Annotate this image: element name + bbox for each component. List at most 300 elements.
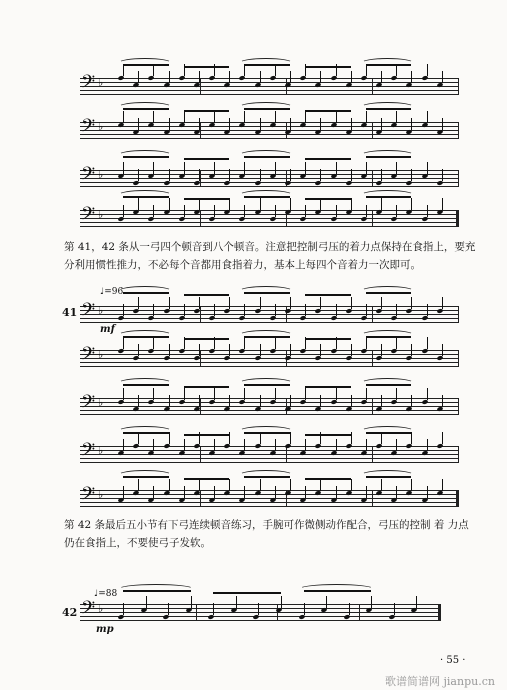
note-stem xyxy=(305,388,306,400)
staff-line xyxy=(80,608,440,609)
note-stem xyxy=(427,337,428,349)
final-barline xyxy=(456,490,459,507)
slur xyxy=(118,378,172,388)
note-stem xyxy=(260,118,261,130)
note-stem xyxy=(305,486,306,498)
note-stem xyxy=(304,603,305,615)
beam xyxy=(184,386,230,388)
staff-line xyxy=(80,170,458,171)
note-stem xyxy=(138,118,139,130)
note-stem xyxy=(305,205,306,217)
slur xyxy=(118,58,172,68)
note-stem xyxy=(199,118,200,130)
key-signature-flat: ♭ xyxy=(98,168,104,181)
bass-clef: 𝄢 xyxy=(81,484,96,509)
note-stem xyxy=(244,162,245,174)
note-stem xyxy=(442,395,443,407)
note-stem xyxy=(275,162,276,174)
note-stem xyxy=(366,111,367,123)
slur xyxy=(239,150,293,160)
staff-line xyxy=(80,414,458,415)
note-stem xyxy=(275,304,276,316)
note-stem xyxy=(351,297,352,309)
note-stem xyxy=(213,603,214,615)
beam xyxy=(305,386,351,388)
note-stem xyxy=(153,439,154,451)
note-stem xyxy=(366,439,367,451)
note-stem xyxy=(199,395,200,407)
note-stem xyxy=(427,486,428,498)
note-stem xyxy=(199,71,200,83)
staff-line xyxy=(80,366,458,367)
key-signature-flat: ♭ xyxy=(98,76,104,89)
note-stem xyxy=(169,198,170,210)
note-stem xyxy=(199,344,200,356)
barline xyxy=(458,170,459,187)
note-stem xyxy=(411,479,412,491)
note-stem xyxy=(411,344,412,356)
note-stem xyxy=(394,603,395,615)
note-stem xyxy=(427,162,428,174)
note-stem xyxy=(371,596,372,608)
note-stem xyxy=(366,486,367,498)
note-stem xyxy=(442,198,443,210)
note-stem xyxy=(169,71,170,83)
note-stem xyxy=(138,344,139,356)
note-stem xyxy=(290,198,291,210)
bass-clef: 𝄢 xyxy=(81,392,96,417)
key-signature-flat: ♭ xyxy=(98,348,104,361)
note-stem xyxy=(442,297,443,309)
note-stem xyxy=(290,297,291,309)
note-stem xyxy=(153,304,154,316)
note-stem xyxy=(123,603,124,615)
note-stem xyxy=(229,432,230,444)
note-stem xyxy=(199,169,200,181)
key-signature-flat: ♭ xyxy=(98,602,104,615)
bass-clef: 𝄢 xyxy=(81,598,96,623)
note-stem xyxy=(442,479,443,491)
note-stem xyxy=(320,71,321,83)
beam xyxy=(184,110,230,112)
note-stem xyxy=(123,486,124,498)
barline xyxy=(372,170,373,187)
barline xyxy=(200,170,201,187)
note-stem xyxy=(244,337,245,349)
note-stem xyxy=(411,432,412,444)
note-stem xyxy=(153,162,154,174)
note-stem xyxy=(381,297,382,309)
barline xyxy=(458,350,459,367)
slur xyxy=(361,150,415,160)
note-stem xyxy=(396,111,397,123)
note-stem xyxy=(351,395,352,407)
slur xyxy=(299,584,375,594)
note-stem xyxy=(138,479,139,491)
note-stem xyxy=(396,486,397,498)
note-stem xyxy=(214,486,215,498)
note-stem xyxy=(275,111,276,123)
note-stem xyxy=(396,205,397,217)
note-stem xyxy=(214,304,215,316)
barline xyxy=(200,398,201,415)
note-stem xyxy=(260,169,261,181)
note-stem xyxy=(320,297,321,309)
final-barline xyxy=(456,210,459,227)
barline xyxy=(372,490,373,507)
note-stem xyxy=(146,596,147,608)
note-stem xyxy=(244,111,245,123)
note-stem xyxy=(366,388,367,400)
note-stem xyxy=(396,162,397,174)
note-stem xyxy=(168,603,169,615)
note-stem xyxy=(336,162,337,174)
note-stem xyxy=(411,297,412,309)
instruction-text-42-line1: 第 42 条最后五小节有下弓连续顿音练习，手腕可作微侧动作配合，弓压的控制 着 力点 xyxy=(64,519,469,531)
barline xyxy=(458,306,459,323)
slur xyxy=(118,102,172,112)
note-stem xyxy=(290,432,291,444)
beam xyxy=(305,294,351,296)
note-stem xyxy=(244,205,245,217)
staff-line xyxy=(80,458,458,459)
beam xyxy=(305,434,351,436)
note-stem xyxy=(349,603,350,615)
barline xyxy=(372,78,373,95)
bass-clef: 𝄢 xyxy=(81,344,96,369)
note-stem xyxy=(214,111,215,123)
staff-line xyxy=(80,322,458,323)
note-stem xyxy=(351,198,352,210)
note-stem xyxy=(366,304,367,316)
note-stem xyxy=(305,439,306,451)
staff-line xyxy=(80,306,458,307)
barline xyxy=(372,306,373,323)
note-stem xyxy=(416,596,417,608)
note-stem xyxy=(260,297,261,309)
staff-line xyxy=(80,604,440,605)
final-barline xyxy=(438,604,441,621)
beam xyxy=(184,198,230,200)
note-stem xyxy=(366,205,367,217)
barline xyxy=(286,446,287,463)
note-stem xyxy=(411,198,412,210)
note-stem xyxy=(214,439,215,451)
watermark: 歌谱简谱网 jianpu.cn xyxy=(385,675,495,688)
staff-line xyxy=(80,620,440,621)
key-signature-flat: ♭ xyxy=(98,444,104,457)
staff-line xyxy=(80,362,458,363)
page-number: · 55 · xyxy=(440,655,466,666)
staff-line xyxy=(80,612,440,613)
barline xyxy=(200,78,201,95)
staff-line xyxy=(80,222,458,223)
note-stem xyxy=(366,162,367,174)
note-stem xyxy=(138,297,139,309)
note-stem xyxy=(275,388,276,400)
note-stem xyxy=(260,71,261,83)
staff-line xyxy=(80,126,458,127)
exercise-number-41: 41 xyxy=(62,306,78,319)
bass-clef: 𝄢 xyxy=(81,300,96,325)
tempo-mark-42: ♩=88 xyxy=(94,589,118,599)
note-stem xyxy=(184,304,185,316)
staff-line xyxy=(80,122,458,123)
barline xyxy=(200,306,201,323)
slur xyxy=(118,584,194,594)
note-stem xyxy=(281,596,282,608)
note-stem xyxy=(290,169,291,181)
note-stem xyxy=(290,118,291,130)
key-signature-flat: ♭ xyxy=(98,120,104,133)
barline xyxy=(458,78,459,95)
key-signature-flat: ♭ xyxy=(98,208,104,221)
note-stem xyxy=(214,205,215,217)
note-stem xyxy=(351,432,352,444)
note-stem xyxy=(427,64,428,76)
slur xyxy=(239,286,293,296)
note-stem xyxy=(123,111,124,123)
note-stem xyxy=(169,344,170,356)
note-stem xyxy=(381,344,382,356)
slur xyxy=(361,286,415,296)
note-stem xyxy=(351,169,352,181)
slur xyxy=(239,58,293,68)
note-stem xyxy=(427,205,428,217)
dynamic-mark-41: mf xyxy=(100,324,115,335)
bass-clef: 𝄢 xyxy=(81,204,96,229)
note-stem xyxy=(138,395,139,407)
note-stem xyxy=(427,304,428,316)
note-stem xyxy=(191,596,192,608)
beam xyxy=(184,338,230,340)
note-stem xyxy=(123,337,124,349)
tempo-mark-41: ♩=96 xyxy=(100,287,124,297)
note-stem xyxy=(214,162,215,174)
note-stem xyxy=(236,596,237,608)
note-stem xyxy=(411,118,412,130)
slur xyxy=(118,330,172,340)
staff-line xyxy=(80,506,458,507)
instruction-text-41-42-line1: 第 41，42 条从一弓四个顿音到八个顿音。注意把控制弓压的着力点保持在食指上，要充 xyxy=(64,241,476,253)
note-stem xyxy=(290,344,291,356)
note-stem xyxy=(275,205,276,217)
note-stem xyxy=(214,388,215,400)
note-stem xyxy=(336,388,337,400)
note-stem xyxy=(229,344,230,356)
staff-line xyxy=(80,138,458,139)
staff xyxy=(80,604,440,620)
slur xyxy=(361,102,415,112)
key-signature-flat: ♭ xyxy=(98,304,104,317)
slur xyxy=(361,330,415,340)
note-stem xyxy=(153,205,154,217)
note-stem xyxy=(320,118,321,130)
beam xyxy=(305,338,351,340)
staff-line xyxy=(80,226,458,227)
note-stem xyxy=(123,388,124,400)
note-stem xyxy=(381,118,382,130)
barline xyxy=(372,398,373,415)
slur xyxy=(118,190,172,200)
beam xyxy=(184,434,230,436)
note-stem xyxy=(184,111,185,123)
beam xyxy=(184,478,230,480)
note-stem xyxy=(229,297,230,309)
note-stem xyxy=(320,169,321,181)
note-stem xyxy=(153,111,154,123)
note-stem xyxy=(381,479,382,491)
instruction-text-42-line2: 仍在食指上，不要使弓子发软。 xyxy=(64,537,211,549)
slur xyxy=(361,426,415,436)
note-stem xyxy=(305,162,306,174)
note-stem xyxy=(290,479,291,491)
note-stem xyxy=(123,162,124,174)
note-stem xyxy=(290,71,291,83)
note-stem xyxy=(320,395,321,407)
note-stem xyxy=(169,297,170,309)
note-stem xyxy=(351,71,352,83)
dynamic-mark-42: mp xyxy=(96,624,114,635)
staff-line xyxy=(80,502,458,503)
slur xyxy=(239,102,293,112)
note-stem xyxy=(260,395,261,407)
staff xyxy=(80,446,458,462)
note-stem xyxy=(244,486,245,498)
slur xyxy=(361,58,415,68)
barline xyxy=(200,210,201,227)
slur xyxy=(118,470,172,480)
note-stem xyxy=(305,304,306,316)
key-signature-flat: ♭ xyxy=(98,396,104,409)
slur xyxy=(118,286,172,296)
note-stem xyxy=(366,337,367,349)
barline xyxy=(359,604,360,621)
key-signature-flat: ♭ xyxy=(98,488,104,501)
note-stem xyxy=(351,479,352,491)
note-stem xyxy=(427,439,428,451)
note-stem xyxy=(229,198,230,210)
note-stem xyxy=(138,71,139,83)
note-stem xyxy=(411,169,412,181)
bass-clef: 𝄢 xyxy=(81,72,96,97)
barline xyxy=(458,398,459,415)
slur xyxy=(239,378,293,388)
staff-line xyxy=(80,398,458,399)
bass-clef: 𝄢 xyxy=(81,440,96,465)
staff-line xyxy=(80,94,458,95)
slur xyxy=(118,426,172,436)
exercise-number-42: 42 xyxy=(62,606,78,619)
barline xyxy=(277,604,278,621)
slur xyxy=(361,470,415,480)
note-stem xyxy=(258,603,259,615)
bass-clef: 𝄢 xyxy=(81,116,96,141)
note-stem xyxy=(138,169,139,181)
staff-line xyxy=(80,186,458,187)
note-stem xyxy=(320,479,321,491)
staff-line xyxy=(80,454,458,455)
note-stem xyxy=(229,479,230,491)
note-stem xyxy=(169,169,170,181)
note-stem xyxy=(411,395,412,407)
note-stem xyxy=(351,118,352,130)
barline xyxy=(372,210,373,227)
note-stem xyxy=(320,344,321,356)
staff-line xyxy=(80,450,458,451)
note-stem xyxy=(396,388,397,400)
barline xyxy=(200,122,201,139)
note-stem xyxy=(169,395,170,407)
note-stem xyxy=(229,118,230,130)
note-stem xyxy=(336,439,337,451)
slur xyxy=(361,190,415,200)
note-stem xyxy=(229,395,230,407)
note-stem xyxy=(290,395,291,407)
beam xyxy=(305,110,351,112)
note-stem xyxy=(169,479,170,491)
note-stem xyxy=(123,205,124,217)
note-stem xyxy=(123,304,124,316)
note-stem xyxy=(336,205,337,217)
note-stem xyxy=(381,395,382,407)
note-stem xyxy=(184,388,185,400)
note-stem xyxy=(442,71,443,83)
note-stem xyxy=(169,432,170,444)
note-stem xyxy=(244,439,245,451)
note-stem xyxy=(427,111,428,123)
note-stem xyxy=(229,71,230,83)
note-stem xyxy=(169,118,170,130)
barline xyxy=(200,446,201,463)
note-stem xyxy=(184,205,185,217)
note-stem xyxy=(442,118,443,130)
beam xyxy=(184,66,230,68)
note-stem xyxy=(351,344,352,356)
staff-line xyxy=(80,214,458,215)
note-stem xyxy=(275,486,276,498)
beam xyxy=(305,158,351,160)
note-stem xyxy=(199,297,200,309)
barline xyxy=(200,350,201,367)
note-stem xyxy=(427,388,428,400)
staff-line xyxy=(80,134,458,135)
note-stem xyxy=(336,486,337,498)
barline xyxy=(458,122,459,139)
staff-line xyxy=(80,616,440,617)
barline xyxy=(372,446,373,463)
barline xyxy=(458,446,459,463)
note-stem xyxy=(153,388,154,400)
note-stem xyxy=(442,169,443,181)
note-stem xyxy=(336,111,337,123)
note-stem xyxy=(396,439,397,451)
note-stem xyxy=(184,439,185,451)
note-stem xyxy=(184,162,185,174)
slur xyxy=(118,150,172,160)
staff-line xyxy=(80,90,458,91)
beam xyxy=(213,592,281,594)
barline xyxy=(372,122,373,139)
staff-line xyxy=(80,178,458,179)
note-stem xyxy=(229,169,230,181)
slur xyxy=(361,378,415,388)
note-stem xyxy=(326,596,327,608)
staff-line xyxy=(80,314,458,315)
beam xyxy=(305,198,351,200)
slur xyxy=(239,330,293,340)
note-stem xyxy=(184,486,185,498)
